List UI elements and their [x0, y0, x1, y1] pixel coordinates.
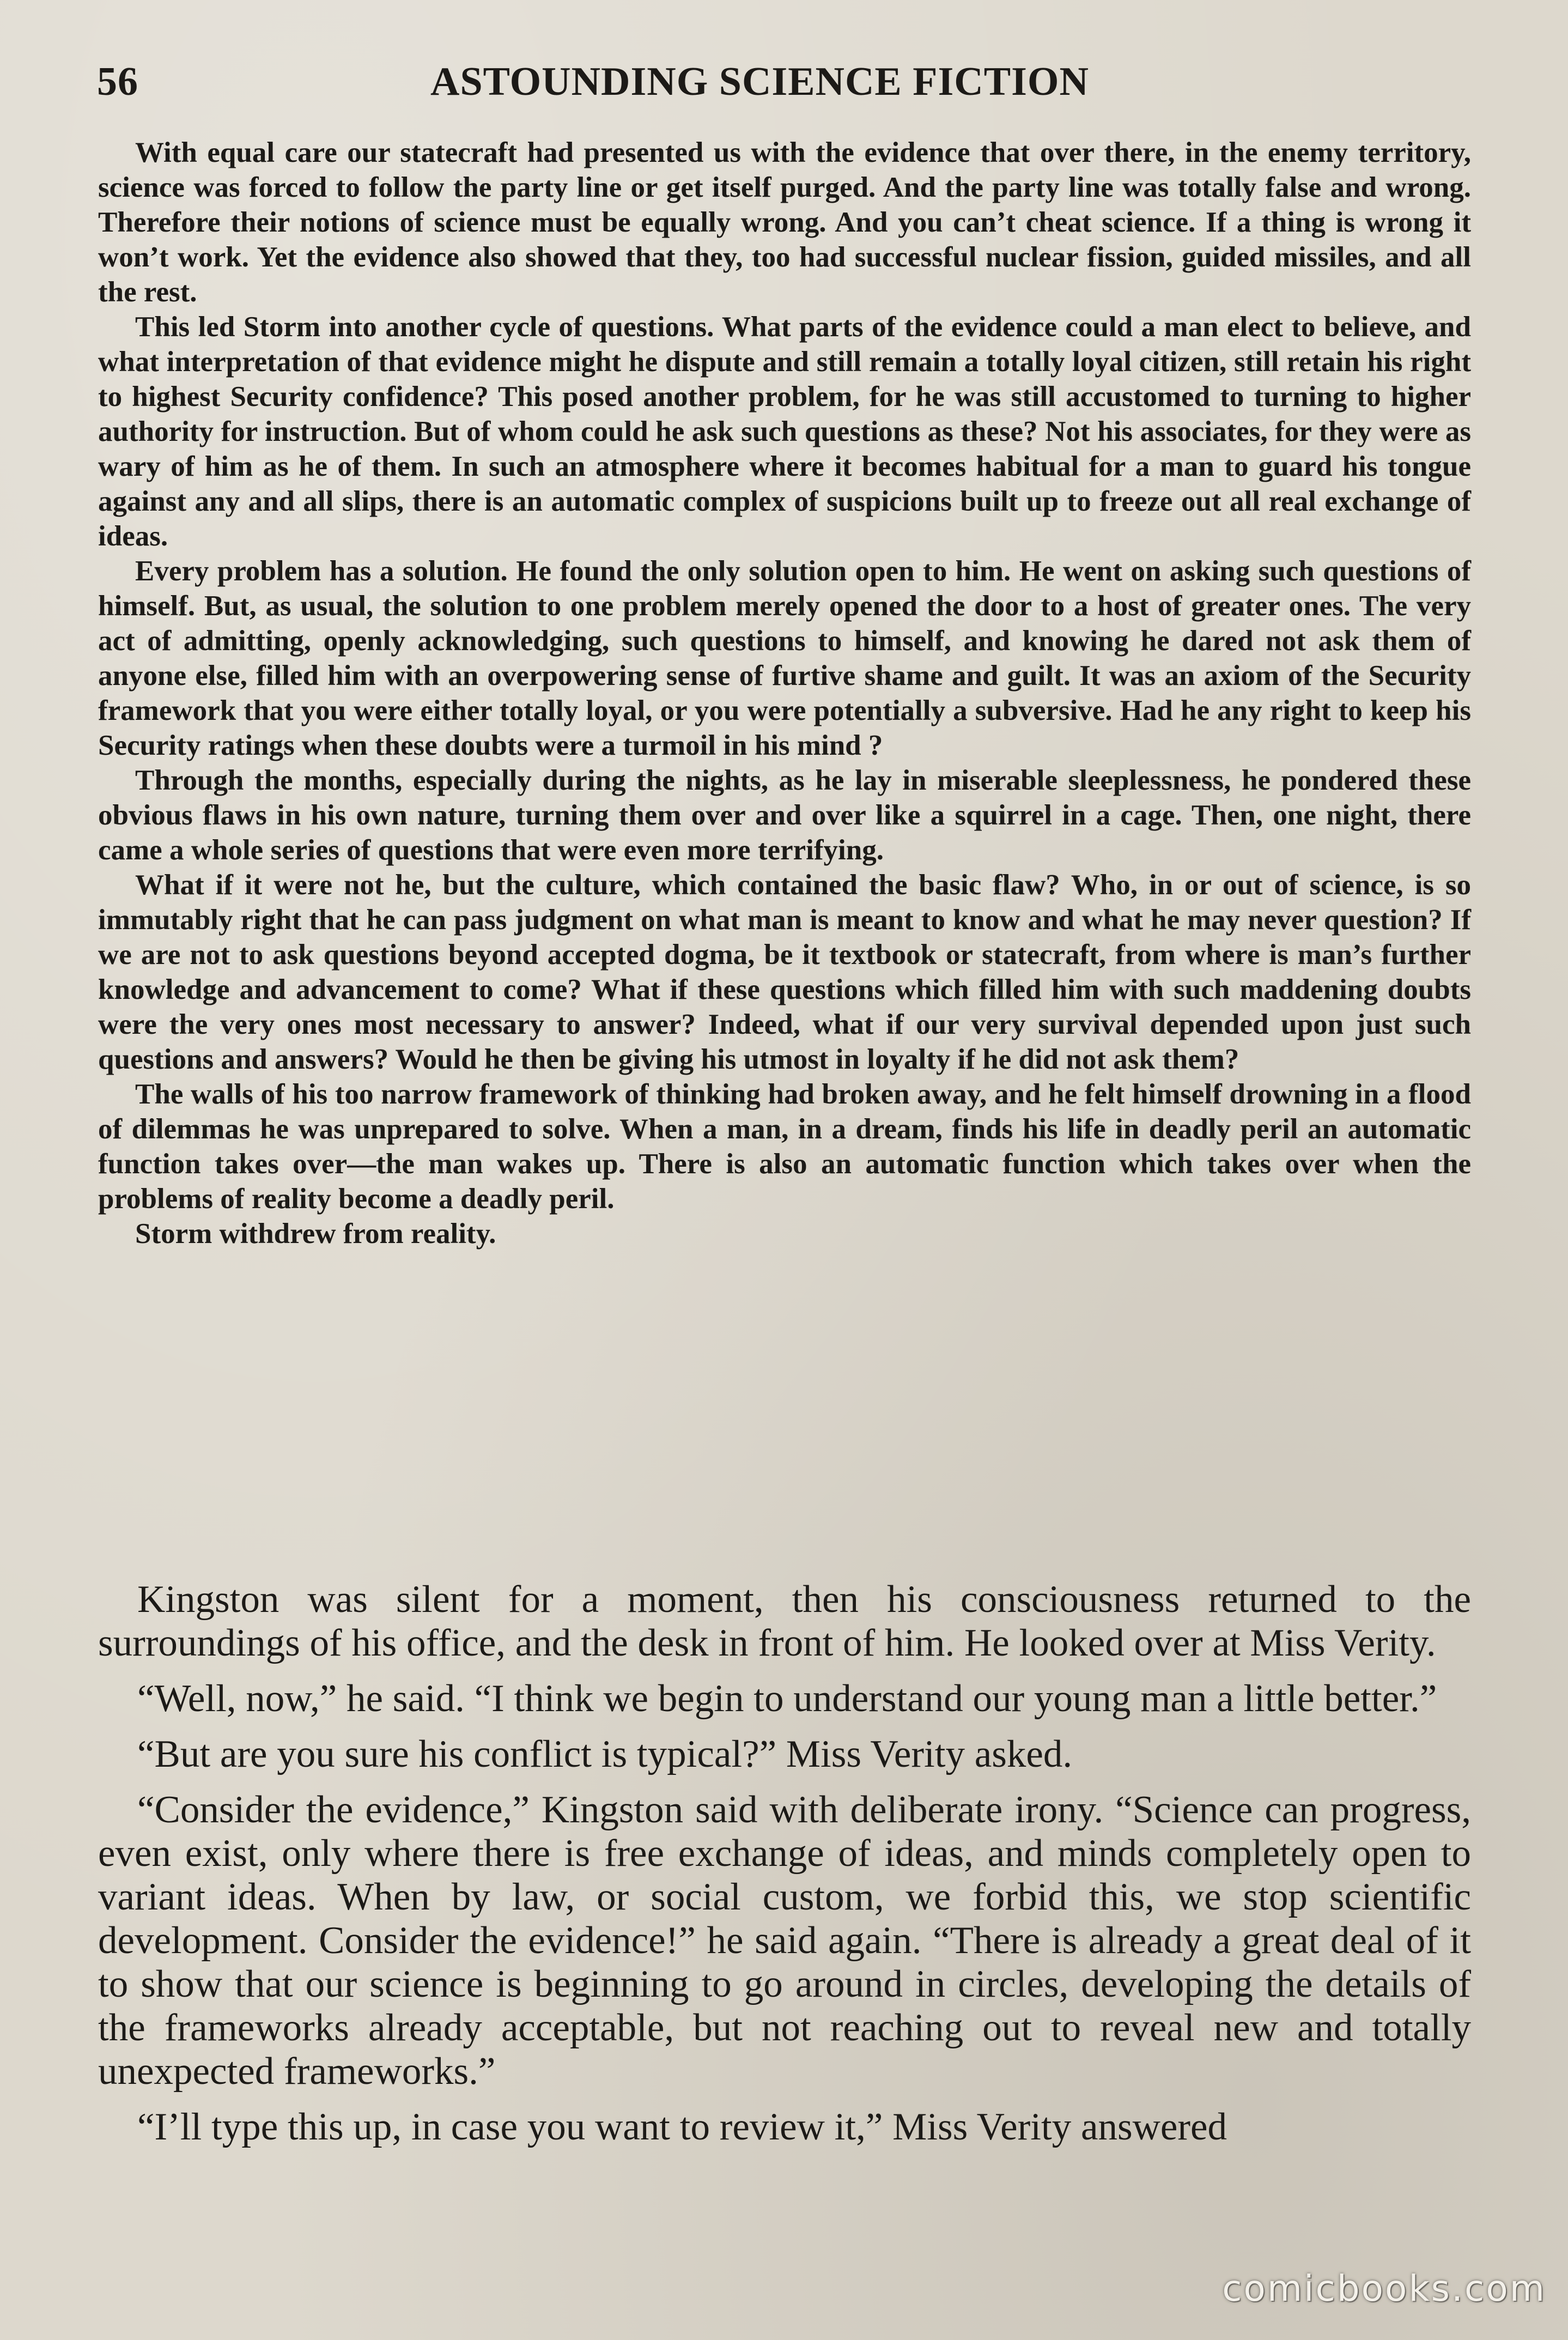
- narrative-paragraph: “But are you sure his conflict is typical?” Miss Verity asked.: [137, 1733, 1073, 1775]
- site-watermark: comicbooks.com: [1222, 2268, 1546, 2309]
- narrative-paragraph: Kingston was silent for a moment, then his consciousness returned to the surroundings of his office, and the desk in front of him. He looked over at Miss Verity.: [98, 1578, 1471, 1664]
- story-paragraph: Through the months, especially during the nights, as he lay in miserable sleeplessness, he pondered these obvious flaws in his own nature, turning them over and over like a squirrel in a cage. Then, one night, there came a whole series of questions that were even more terrifying.: [98, 765, 1471, 866]
- story-paragraph: The walls of his too narrow framework of thinking had broken away, and he felt himself drowning in a flood of dilemmas he was unprepared to solve. When a man, in a dream, finds his life in deadly peril an automatic function takes over—the man wakes up. There is also an automatic function which takes over when the problems of reality become a deadly peril.: [98, 1078, 1471, 1215]
- page-header: [97, 59, 1471, 119]
- narrative-paragraph: “Well, now,” he said. “I think we begin to understand our young man a little better.”: [137, 1677, 1437, 1720]
- story-paragraph: What if it were not he, but the culture, which contained the basic flaw? Who, in or out of science, is so immutably right that he can pass judgment on what man is meant to know and what he may never question? If we are not to ask questions beyond accepted dogma, be it textbook or statecraft, from where is man’s further knowledge and advancement to come? What if these questions which filled him with such maddening doubts were the very ones most necessary to answer? Indeed, what if our very survival depended upon just such questions and answers? Would he then be giving his utmost in loyalty if he did not ask them?: [98, 869, 1471, 1075]
- story-excerpt: [98, 135, 1471, 1251]
- story-paragraph: This led Storm into another cycle of questions. What parts of the evidence could a man elect to believe, and what interpretation of that evidence might he dispute and still remain a totally loyal citizen, still retain his right to highest Security confidence? This posed another problem, for he was still accustomed to turning to higher authority for instruction. But of whom could he ask such questions as these? Not his associates, for they were as wary of him as he of them. In such an atmosphere where it becomes habitual for a man to guard his tongue against any and all slips, there is an automatic complex of suspicions built up to freeze out all real exchange of ideas.: [98, 311, 1471, 552]
- page-number: 56: [97, 59, 138, 104]
- story-paragraph: Storm withdrew from reality.: [135, 1218, 496, 1250]
- story-paragraph: Every problem has a solution. He found the only solution open to him. He went on asking such questions of himself. But, as usual, the solution to one problem merely opened the door to a host of greater ones. The very act of admitting, openly acknowledging, such questions to himself, and knowing he dared not ask them of anyone else, filled him with an overpowering sense of furtive shame and guilt. It was an axiom of the Security framework that you were either totally loyal, or you were potentially a subversive. Had he any right to keep his Security ratings when these doubts were a turmoil in his mind ?: [98, 555, 1471, 761]
- running-head-title: ASTOUNDING SCIENCE FICTION: [430, 59, 1089, 104]
- narrative-paragraph: “Consider the evidence,” Kingston said with deliberate irony. “Science can progress, even exist, only where there is free exchange of ideas, and minds completely open to variant ideas. When by law, or social custom, we forbid this, we stop scientific development. Consider the evidence!” he said again. “There is already a great deal of it to show that our science is beginning to go around in circles, developing the details of the frameworks already acceptable, but not reaching out to reveal new and totally unexpected frameworks.”: [98, 1789, 1471, 2093]
- narrative-paragraph: “I’ll type this up, in case you want to review it,” Miss Verity answered: [137, 2106, 1227, 2148]
- story-paragraph: With equal care our statecraft had presented us with the evidence that over there, in the enemy territory, science was forced to follow the party line or get itself purged. And the party line was totally false and wrong. Therefore their notions of science must be equally wrong. And you can’t cheat science. If a thing is wrong it won’t work. Yet the evidence also showed that they, too had successful nuclear fission, guided missiles, and all the rest.: [98, 137, 1471, 308]
- narrative-text: [98, 1578, 1471, 2161]
